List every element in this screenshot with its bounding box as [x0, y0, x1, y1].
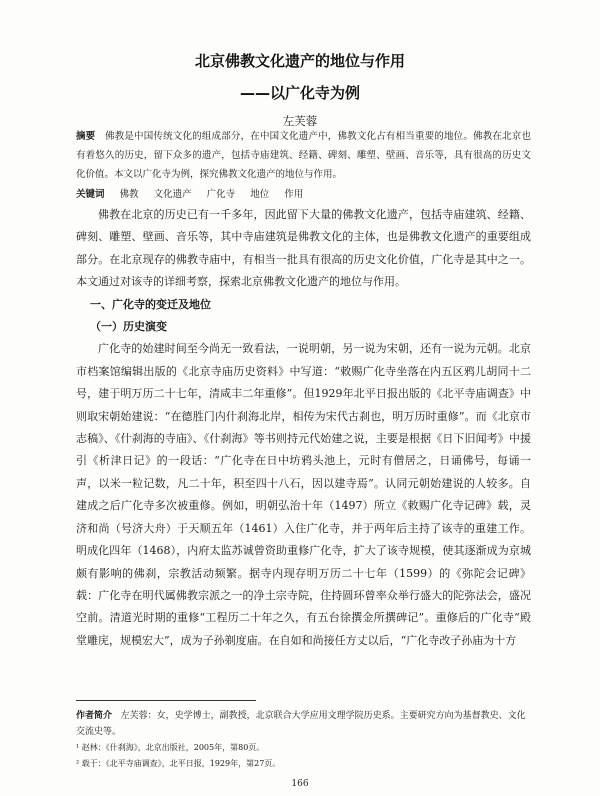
keywords — [76, 185, 531, 204]
author-name: 左芙蓉 — [282, 114, 318, 128]
author-note-text: 左芙蓉：女，史学博士，副教授，北京联合大学应用文理学院历史系。主要研究方向为基督教史、文化交流史等。 — [76, 711, 526, 737]
page-number: 166 — [291, 779, 309, 789]
abstract — [76, 127, 531, 184]
footnote-1: ¹ 赵林：《什刹海》，北京出版社，2005年，第80页。 — [76, 743, 265, 752]
intro-paragraph: 佛教在北京的历史已有一千多年，因此留下大量的佛教文化遗产，包括寺庙建筑、经籍、碑刻、雕塑、壁画、音乐等，其中寺庙建筑是佛教文化的主体，也是佛教文化遗产的重要组成部分。在北京现存的佛教寺庙中，有相当一批具有很高的历史文化价值，广化寺是其中之一。本文通过对该寺的详细考察，探索北京佛教文化遗产的地位与作用。 — [76, 208, 531, 289]
subsection-heading: （一）历史演变 — [90, 320, 167, 334]
paper-subtitle: ——以广化寺为例 — [239, 84, 360, 102]
author-note-label: 作者简介 — [76, 711, 113, 721]
section-heading: 一、广化寺的变迁及地位 — [90, 297, 211, 311]
abstract-text: 佛教是中国传统文化的组成部分，在中国文化遗产中，佛教文化占有相当重要的地位。佛教在北京也有着悠久的历史，留下众多的遗产，包括寺庙建筑、经籍、碑刻、雕塑、壁画、音乐等，具有很高的历史文化价值。本文以广化寺为例，探究佛教文化遗产的地位与作用。 — [76, 131, 531, 180]
keyword-item: 作用 — [284, 189, 304, 200]
author-note — [76, 708, 531, 740]
history-paragraph: 广化寺的始建时间至今尚无一致看法，一说明朝，另一说为宋朝，还有一说为元朝。北京市档案馆编辑出版的《北京寺庙历史资料》中写道：“敕赐广化寺坐落在内五区鸦儿胡同十二号，建于明万历二十七年，清咸丰二年重修”。但1929年北平日报出版的《北平寺庙调查》中则取宋朝始建说：“在德胜门内什刹海北岸，相传为宋代古刹也，明万历时重修”。而《北京市志稿》、《什刹海的寺庙》、《什刹海》等书则持元代始建之说，主要是根据《日下旧闻考》中援引《析津日记》的一段话：“广化寺在日中坊鸦头池上，元时有僧居之，日诵佛号，每诵一声，以米一粒记数，凡二十年，积至四十八石，因以建寺焉”。认同元朝始建说的人较多。自建成之后广化寺多次被重修。例如，明朝弘治十年（1497）所立《敕赐广化寺记碑》载，灵济和尚（号济大舟）于天顺五年（1461）入住广化寺，并于两年后主持了该寺的重建工作。明成化四年（1468），内府太监苏诚曾资助重修广化寺，扩大了该寺规模，使其逐渐成为京城颇有影响的佛刹，宗教活动频繁。据寺内现存明万历二十七年（1599）的《弥陀会记碑》载：广化寺在明代属佛教宗派之一的净土宗寺院，住持圆环曾率众举行盛大的陀弥法会，盛况空前。清道光时期的重修“工程历二十年之久，有五台徐撰金所撰碑记”。重修后的广化寺“殿堂雕庑，规模宏大”，成为子孙剃度庙。在自如和尚接任方丈以后，“广化寺改子孙庙为十方 — [76, 342, 531, 647]
keyword-item: 佛教 — [119, 189, 139, 200]
keyword-item: 地位 — [250, 189, 270, 200]
footnotes — [76, 708, 531, 772]
abstract-label: 摘要 — [76, 131, 96, 142]
keyword-item: 文化遗产 — [153, 189, 192, 200]
paper-title: 北京佛教文化遗产的地位与作用 — [194, 52, 405, 70]
keywords-label: 关键词 — [76, 189, 105, 200]
body-text — [76, 204, 531, 652]
keyword-item: 广化寺 — [206, 189, 236, 200]
footnote-rule — [76, 700, 256, 701]
footnote-2: ² 载于：《北平寺庙调查》，北平日报，1929年，第27页。 — [76, 759, 281, 768]
